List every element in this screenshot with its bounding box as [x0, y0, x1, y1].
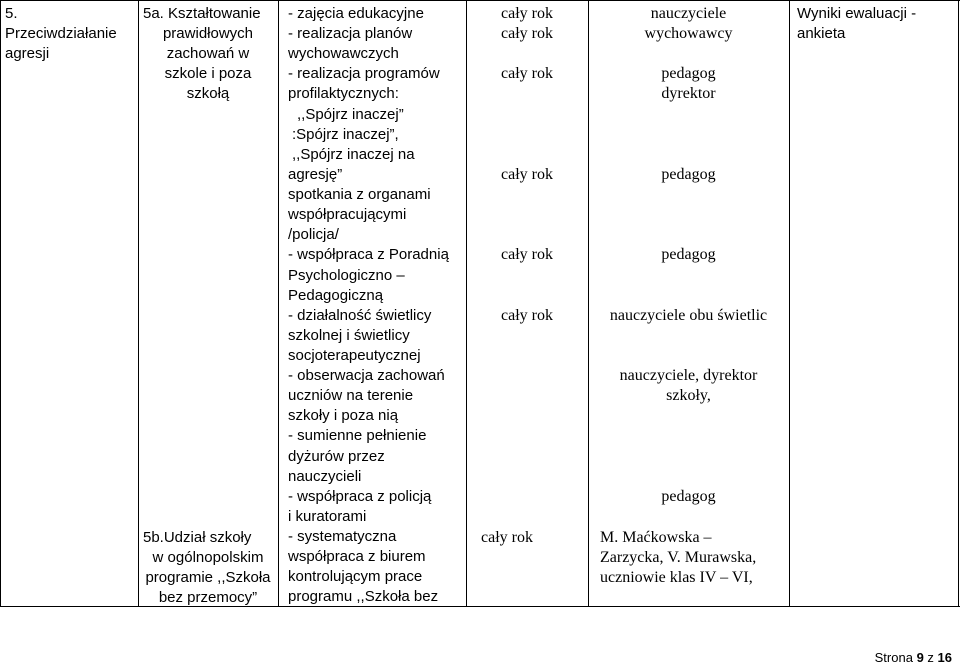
- activity-line: szkolnej i świetlicy: [288, 327, 410, 344]
- activity-line: - współpraca z policją: [288, 488, 432, 505]
- task-line: bez przemocy”: [158, 589, 258, 606]
- activity-line: agresję”: [288, 166, 343, 183]
- activity-line: - realizacja programów: [288, 65, 440, 82]
- term-cell: cały rok: [501, 246, 553, 263]
- term-cell: cały rok: [501, 25, 553, 42]
- col-border: [789, 0, 790, 607]
- activity-line: uczniów na terenie: [288, 387, 414, 404]
- term-cell: cały rok: [481, 529, 533, 546]
- activity-line: szkoły i poza nią: [288, 407, 399, 424]
- activity-line: - obserwacja zachowań: [288, 367, 445, 384]
- section-title: Przeciwdziałanie: [5, 25, 117, 42]
- activity-line: - zajęcia edukacyjne: [288, 5, 424, 22]
- col-border: [0, 0, 1, 607]
- activity-line: ,,Spójrz inaczej na: [292, 146, 415, 163]
- activity-line: spotkania z organami: [288, 186, 431, 203]
- task-line: zachowań w: [166, 45, 250, 62]
- activity-line: socjoterapeutycznej: [288, 347, 421, 364]
- task-line: szkołą: [186, 85, 230, 102]
- person-line: pedagog: [661, 65, 716, 82]
- activity-line: dyżurów przez: [288, 448, 385, 465]
- person-line: dyrektor: [661, 85, 716, 102]
- person-line: szkoły,: [666, 387, 711, 404]
- activity-line: i kuratorami: [288, 508, 367, 525]
- activity-line: nauczycieli: [288, 468, 362, 485]
- activity-line: - współpraca z Poradnią: [288, 246, 449, 263]
- col-border: [466, 0, 467, 607]
- page-separator: z: [923, 650, 938, 665]
- term-cell: cały rok: [501, 5, 553, 22]
- activity-line: programu ,,Szkoła bez: [288, 588, 439, 605]
- person-line: Zarzycka, V. Murawska,: [600, 549, 757, 566]
- activity-line: - działalność świetlicy: [288, 307, 432, 324]
- task-line: prawidłowych: [162, 25, 254, 42]
- term-cell: cały rok: [501, 166, 553, 183]
- task-line: 5a. Kształtowanie: [143, 5, 261, 22]
- term-cell: cały rok: [501, 307, 553, 324]
- section-number: 5.: [5, 5, 18, 22]
- page-footer: [875, 650, 952, 665]
- activity-line: współpracującymi: [288, 206, 407, 223]
- section-title: agresji: [5, 45, 50, 62]
- person-line: wychowawcy: [644, 25, 733, 42]
- activity-line: Psychologiczno –: [288, 267, 405, 284]
- task-line: w ogólnopolskim: [152, 549, 264, 566]
- person-line: pedagog: [661, 166, 716, 183]
- person-line: uczniowie klas IV – VI,: [600, 569, 753, 586]
- activity-line: wychowawczych: [288, 45, 399, 62]
- page-prefix: Strona: [874, 650, 917, 665]
- person-line: pedagog: [661, 488, 716, 505]
- task-line: programie ,,Szkoła: [145, 569, 271, 586]
- task-line: szkole i poza: [164, 65, 252, 82]
- activity-line: - realizacja planów: [288, 25, 413, 42]
- page-number: 9: [916, 650, 924, 665]
- person-line: pedagog: [661, 246, 716, 263]
- col-border: [958, 0, 959, 607]
- person-line: nauczyciele: [650, 5, 727, 22]
- activity-line: :Spójrz inaczej”,: [292, 126, 399, 143]
- term-cell: cały rok: [501, 65, 553, 82]
- person-line: M. Maćkowska –: [600, 529, 712, 546]
- person-line: nauczyciele, dyrektor: [619, 367, 758, 384]
- activity-line: profilaktycznych:: [288, 85, 399, 102]
- task-line: 5b.Udział szkoły: [143, 529, 252, 546]
- page-total: 16: [937, 650, 952, 665]
- evaluation-line: ankieta: [797, 25, 846, 42]
- col-border: [278, 0, 279, 607]
- activity-line: współpraca z biurem: [288, 548, 426, 565]
- activity-line: ,,Spójrz inaczej”: [297, 106, 404, 123]
- activity-line: Pedagogiczną: [288, 287, 384, 304]
- activity-line: /policja/: [288, 226, 339, 243]
- activity-line: kontrolującym prace: [288, 568, 423, 585]
- table-top-border: [0, 0, 960, 1]
- evaluation-line: Wyniki ewaluacji -: [797, 5, 917, 22]
- activity-line: - systematyczna: [288, 528, 397, 545]
- activity-line: - sumienne pełnienie: [288, 427, 427, 444]
- person-line: nauczyciele obu świetlic: [609, 307, 768, 324]
